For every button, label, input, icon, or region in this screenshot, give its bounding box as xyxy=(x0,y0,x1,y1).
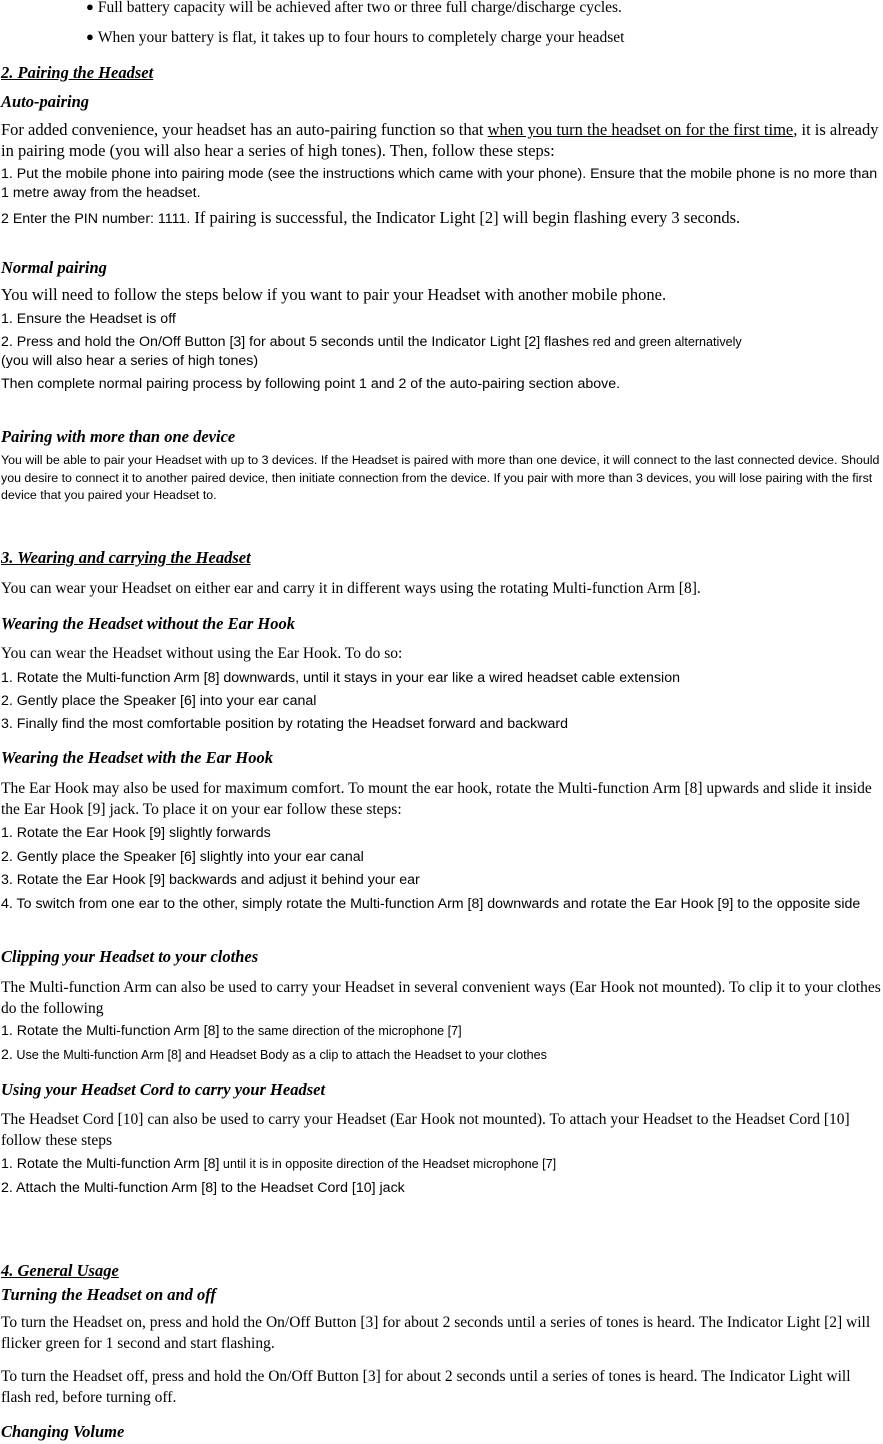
subheading-with-ear-hook: Wearing the Headset with the Ear Hook xyxy=(1,748,273,767)
bullet-icon: ● xyxy=(86,0,94,14)
turn-off-text: To turn the Headset off, press and hold the On/Off Button [3] for about 2 seconds until a series of tones is heard. The Indicator Light will flash red, before turning off. xyxy=(1,1368,851,1406)
with-hook-step-4: 4. To switch from one ear to the other, simply rotate the Multi-function Arm [8] downwards and rotate the Ear Hook [9] to the opposite side xyxy=(1,896,861,912)
clipping-step-2: 2. Use the Multi-function Arm [8] and Headset Body as a clip to attach the Headset to your clothes xyxy=(1,1047,547,1063)
subheading-without-ear-hook: Wearing the Headset without the Ear Hook xyxy=(1,614,295,633)
auto-pairing-step-1: 1. Put the mobile phone into pairing mode (see the instructions which came with your phone). Ensure that the mobile phone is no more than 1 metre away from the headset. xyxy=(1,166,878,201)
clipping-step-1: 1. Rotate the Multi-function Arm [8] to the same direction of the microphone [7] xyxy=(1,1023,462,1039)
without-hook-step: 3. Finally find the most comfortable position by rotating the Headset forward and backward xyxy=(1,716,569,732)
without-hook-intro: You can wear the Headset without using the Ear Hook. To do so: xyxy=(1,645,403,662)
turn-on-text: To turn the Headset on, press and hold the On/Off Button [3] for about 2 seconds until a series of tones is heard. The Indicator Light [2] will flicker green for 1 second and start flashing. xyxy=(1,1314,871,1352)
cord-step-2: 2. Attach the Multi-function Arm [8] to the Headset Cord [10] jack xyxy=(1,1180,405,1196)
subheading-multi-device: Pairing with more than one device xyxy=(1,427,236,446)
subheading-normal-pairing: Normal pairing xyxy=(1,258,107,277)
without-hook-step: 2. Gently place the Speaker [6] into your ear canal xyxy=(1,693,317,709)
section-heading-pairing: 2. Pairing the Headset xyxy=(1,63,154,82)
multi-device-text: You will be able to pair your Headset with up to 3 devices. If the Headset is paired with more than one device, it will connect to the last connected device. Should you desire to connect it to another paired device, then initiate connection from the device. If you pair with more than 3 devices, you will lose pairing with the first device that you paired your Headset to. xyxy=(1,453,880,502)
normal-pairing-step-2: 2. Press and hold the On/Off Button [3] for about 5 seconds until the Indicator Light [2] flashes red and green alternatively (you will also hear a series of high tones) xyxy=(1,334,742,369)
bullet-icon: ● xyxy=(86,29,94,44)
auto-pairing-intro: For added convenience, your headset has an auto-pairing function so that when you turn the headset on for the first time, it is already in pairing mode (you will also hear a series of high tones). Then, follow these steps: xyxy=(1,120,879,160)
subheading-auto-pairing: Auto-pairing xyxy=(1,92,90,111)
wearing-intro: You can wear your Headset on either ear and carry it in different ways using the rotating Multi-function Arm [8]. xyxy=(1,580,701,597)
normal-pairing-complete: Then complete normal pairing process by following point 1 and 2 of the auto-pairing section above. xyxy=(1,376,621,392)
auto-pairing-step-2: 2 Enter the PIN number: 1111. If pairing is successful, the Indicator Light [2] will begin flashing every 3 seconds. xyxy=(1,208,741,227)
bullet-item: ● When your battery is flat, it takes up to four hours to completely charge your headset xyxy=(86,29,625,46)
with-hook-step-1: 1. Rotate the Ear Hook [9] slightly forwards xyxy=(1,825,271,841)
bullet-item: ● Full battery capacity will be achieved after two or three full charge/discharge cycles. xyxy=(86,0,622,16)
normal-pairing-intro: You will need to follow the steps below if you want to pair your Headset with another mobile phone. xyxy=(1,285,667,304)
subheading-changing-volume: Changing Volume xyxy=(1,1422,125,1441)
section-heading-wearing: 3. Wearing and carrying the Headset xyxy=(1,548,251,567)
normal-pairing-step-1: 1. Ensure the Headset is off xyxy=(1,311,176,327)
with-hook-intro: The Ear Hook may also be used for maximum comfort. To mount the ear hook, rotate the Multi-function Arm [8] upwards and slide it inside the Ear Hook [9] jack. To place it on your ear follow these steps: xyxy=(1,780,872,818)
cord-step-1: 1. Rotate the Multi-function Arm [8] until it is in opposite direction of the Headset microphone [7] xyxy=(1,1156,557,1172)
cord-intro: The Headset Cord [10] can also be used to carry your Headset (Ear Hook not mounted). To attach your Headset to the Headset Cord [10] follow these steps xyxy=(1,1111,850,1149)
subheading-on-off: Turning the Headset on and off xyxy=(1,1285,216,1304)
subheading-cord: Using your Headset Cord to carry your Headset xyxy=(1,1080,326,1099)
without-hook-step: 1. Rotate the Multi-function Arm [8] downwards, until it stays in your ear like a wired headset cable extension xyxy=(1,670,680,686)
clipping-intro: The Multi-function Arm can also be used to carry your Headset in several convenient ways (Ear Hook not mounted). To clip it to your clothes do the following xyxy=(1,979,881,1017)
subheading-clipping: Clipping your Headset to your clothes xyxy=(1,947,259,966)
with-hook-step-3: 3. Rotate the Ear Hook [9] backwards and adjust it behind your ear xyxy=(1,872,420,888)
with-hook-step-2: 2. Gently place the Speaker [6] slightly into your ear canal xyxy=(1,849,364,865)
section-heading-general-usage: 4. General Usage xyxy=(1,1261,119,1280)
